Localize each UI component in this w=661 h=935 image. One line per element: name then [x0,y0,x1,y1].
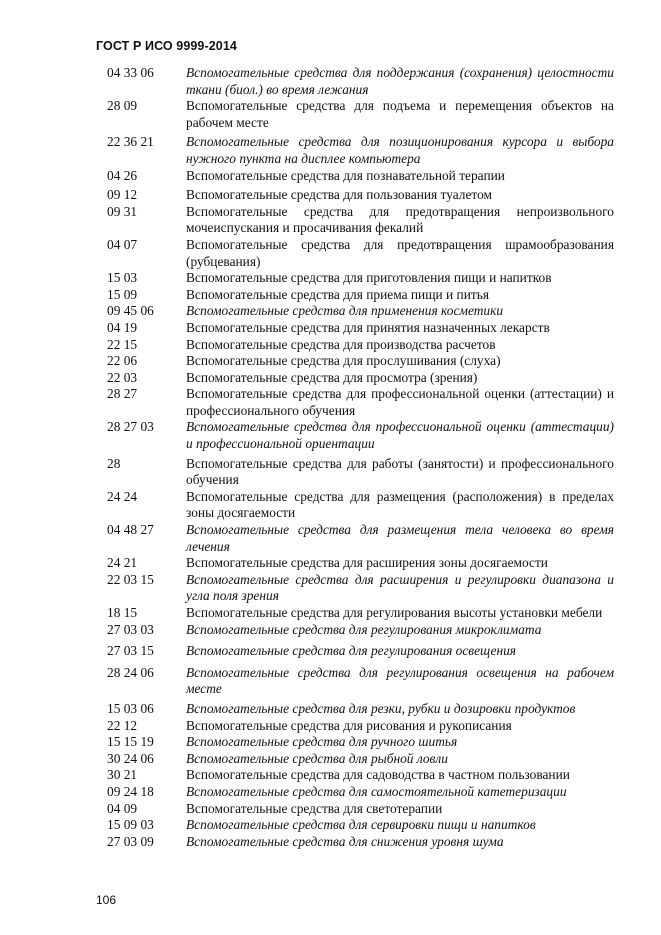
entry-description: Вспомогательные средства для принятия назначенных лекарств [186,319,550,335]
list-item [107,353,614,370]
list-item [107,337,614,354]
list-item [107,643,614,660]
list-item [107,734,614,751]
page-number: 106 [96,893,117,907]
entry-description: Вспомогательные средства для прослушивания (слуха) [186,353,501,369]
entry-list [107,65,614,850]
classification-code: 18 15 [107,605,138,620]
classification-code: 30 21 [107,767,138,783]
classification-code: 30 24 06 [107,750,154,766]
list-item [107,65,614,98]
list-item [107,370,614,387]
classification-code: 04 48 27 [107,522,154,538]
entry-description: Вспомогательные средства для расширения зоны досягаемости [186,555,548,571]
entry-description: Вспомогательные средства для регулирования микроклимата [186,621,542,637]
list-item [107,386,614,419]
list-item [107,187,614,204]
classification-code: 22 15 [107,336,138,352]
classification-code: 15 03 [107,270,138,286]
classification-code: 22 03 [107,369,138,385]
classification-code: 22 06 [107,353,138,369]
entry-description: Вспомогательные средства для поддержания (сохранения) целостности ткани (биол.) во время лежания [186,65,614,97]
entry-description: Вспомогательные средства для регулирования освещения [186,643,517,659]
classification-code: 09 12 [107,187,138,203]
classification-code: 27 03 03 [107,621,154,637]
classification-code: 09 45 06 [107,303,154,319]
entry-description: Вспомогательные средства для резки, рубки и дозировки продуктов [186,700,576,716]
list-item [107,718,614,735]
classification-code: 04 07 [107,236,138,252]
entry-description: Вспомогательные средства для работы (занятости) и профессионального обучения [186,455,614,488]
entry-description: Вспомогательные средства для размещения тела человека во время лечения [186,522,614,554]
entry-description: Вспомогательные средства для просмотра (зрения) [186,369,478,385]
entry-description: Вспомогательные средства для производства расчетов [186,336,496,352]
classification-code: 15 03 06 [107,700,154,716]
classification-code: 15 09 [107,286,138,302]
classification-code: 09 24 18 [107,783,154,799]
entry-description: Вспомогательные средства для размещения (расположения) в пределах зоны досягаемости [186,488,614,521]
list-item [107,605,614,622]
list-item [107,622,614,639]
classification-code: 04 19 [107,319,138,335]
classification-code: 22 03 15 [107,571,154,587]
entry-description: Вспомогательные средства для профессиональной оценки (аттестации) и профессионального обучения [186,386,614,418]
list-item [107,204,614,237]
list-item [107,134,614,167]
entry-description: Вспомогательные средства для приема пищи и питья [186,286,489,302]
list-item [107,834,614,851]
entry-description: Вспомогательные средства для предотвращения шрамообразования (рубцевания) [186,236,614,269]
list-item [107,287,614,304]
entry-description: Вспомогательные средства для регулирования высоты установки мебели [186,605,603,620]
entry-description: Вспомогательные средства для сервировки пищи и напитков [186,817,536,833]
entry-description: Вспомогательные средства для регулирования освещения на рабочем месте [186,664,614,697]
classification-code: 27 03 15 [107,643,154,659]
classification-code: 24 24 [107,488,138,504]
classification-code: 09 31 [107,203,138,219]
entry-description: Вспомогательные средства для светотерапии [186,800,443,816]
entry-description: Вспомогательные средства для рисования и рукописания [186,717,512,733]
list-item [107,270,614,287]
classification-code: 28 27 03 [107,419,154,435]
list-item [107,456,614,489]
document-header: ГОСТ Р ИСО 9999-2014 [96,39,237,53]
classification-code: 15 15 19 [107,734,154,750]
list-item [107,817,614,834]
entry-description: Вспомогательные средства для пользования туалетом [186,187,493,203]
list-item [107,320,614,337]
entry-description: Вспомогательные средства для подъема и перемещения объектов на рабочем месте [186,98,614,130]
entry-description: Вспомогательные средства для самостоятельной катетеризации [186,783,567,799]
classification-code: 28 09 [107,98,138,114]
list-item [107,572,614,605]
list-item [107,767,614,784]
classification-code: 27 03 09 [107,833,154,849]
list-item [107,784,614,801]
classification-code: 22 12 [107,717,138,733]
entry-description: Вспомогательные средства для познавательной терапии [186,167,505,183]
list-item [107,751,614,768]
classification-code: 04 33 06 [107,65,154,80]
list-item [107,419,614,452]
entry-description: Вспомогательные средства для садоводства в частном пользовании [186,767,570,783]
entry-description: Вспомогательные средства для позиционирования курсора и выбора нужного пункта на дисплее компьютера [186,134,614,166]
classification-code: 04 26 [107,167,138,183]
list-item [107,489,614,522]
list-item [107,237,614,270]
entry-description: Вспомогательные средства для профессиональной оценки (аттестации) и профессиональной ориентации [186,419,614,452]
entry-description: Вспомогательные средства для ручного шитья [186,734,458,750]
classification-code: 28 24 06 [107,664,154,680]
list-item [107,303,614,320]
list-item [107,522,614,555]
list-item [107,98,614,131]
list-item [107,168,614,185]
entry-description: Вспомогательные средства для применения косметики [186,303,504,319]
classification-code: 04 09 [107,800,138,816]
classification-code: 22 36 21 [107,134,154,150]
entry-description: Вспомогательные средства для приготовления пищи и напитков [186,270,552,286]
classification-code: 15 09 03 [107,817,154,833]
list-item [107,665,614,698]
entry-description: Вспомогательные средства для расширения и регулировки диапазона и угла поля зрения [186,571,614,604]
entry-description: Вспомогательные средства для снижения уровня шума [186,833,504,849]
list-item [107,701,614,718]
classification-code: 28 27 [107,386,138,402]
classification-code: 24 21 [107,555,138,571]
list-item [107,555,614,572]
classification-code: 28 [107,455,121,471]
entry-description: Вспомогательные средства для предотвращения непроизвольного мочеиспускания и просачивания фекалий [186,203,614,236]
entry-description: Вспомогательные средства для рыбной ловли [186,750,448,766]
list-item [107,801,614,818]
